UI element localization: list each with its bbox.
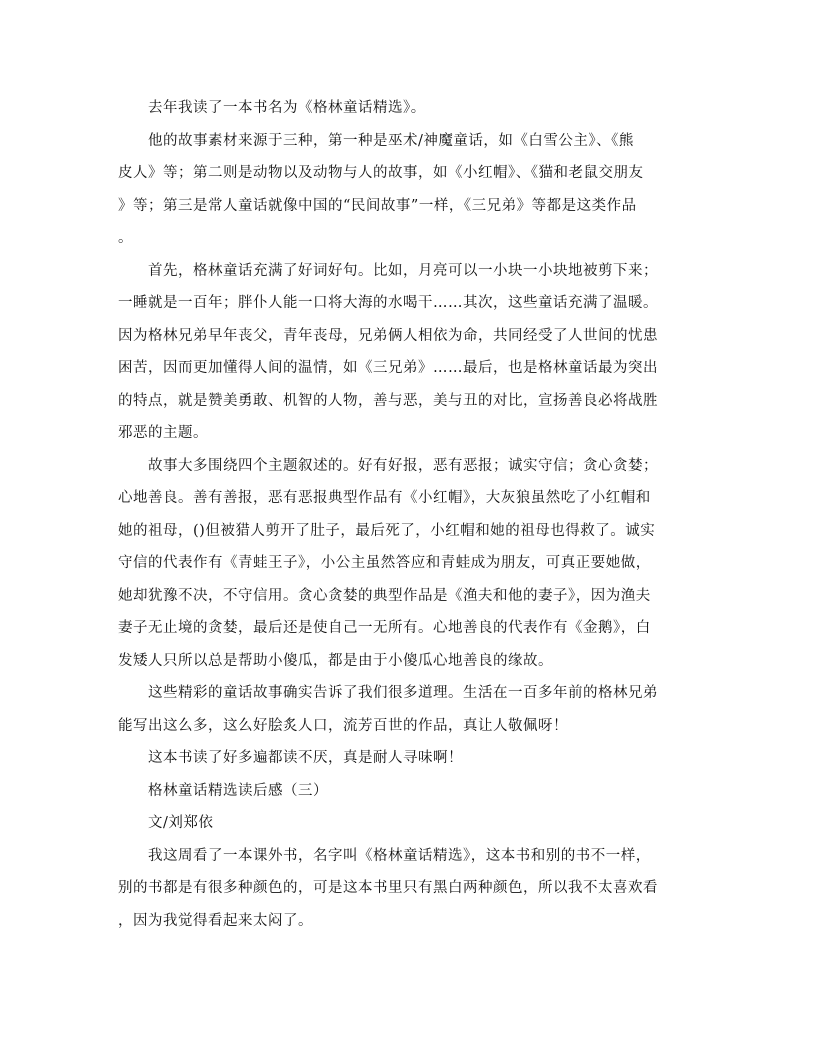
section-title: 格林童话精选读后感（三） [148, 782, 328, 799]
paragraph-lessons-line-1: 这些精彩的童话故事确实告诉了我们很多道理。生活在一百多年前的格林兄弟 [148, 685, 658, 701]
paragraph-themes-line-5: 她却犹豫不决，不守信用。贪心贪婪的典型作品是《渔夫和他的妻子》，因为渔夫 [118, 587, 651, 604]
paragraph-features-line-3: 因为格林兄弟早年丧父，青年丧母，兄弟俩人相依为命，共同经受了人世间的忧患 [118, 327, 658, 344]
paragraph-sources-line-2: 皮人》等；第二则是动物以及动物与人的故事，如《小红帽》、《猫和老鼠交朋友 [118, 165, 644, 181]
paragraph-themes-line-4: 守信的代表作有《青蛙王子》，小公主虽然答应和青蛙成为朋友，可真正要她做， [118, 555, 651, 571]
paragraph-features-line-4: 困苦，因而更加懂得人间的温情，如《三兄弟》……最后，也是格林童话最为突出 [118, 360, 658, 376]
paragraph-features-line-5: 的特点，就是赞美勇敢、机智的人物，善与恶，美与丑的对比，宣扬善良必将战胜 [118, 392, 658, 409]
paragraph-sources-line-4: 。 [118, 230, 133, 246]
paragraph-themes-line-6: 妻子无止境的贪婪，最后还是使自己一无所有。心地善良的代表作有《金鹅》，白 [118, 620, 651, 636]
paragraph-features-line-1: 首先，格林童话充满了好词好句。比如，月亮可以一小块一小块地被剪下来； [148, 262, 658, 279]
section-author: 文/刘郑依 [148, 815, 214, 831]
paragraph-second-review-line-1: 我这周看了一本课外书，名字叫《格林童话精选》，这本书和别的书不一样， [148, 847, 651, 864]
document-body [118, 92, 696, 937]
paragraph-themes-line-2: 心地善良。善有善报，恶有恶报典型作品有《小红帽》，大灰狼虽然吃了小红帽和 [118, 490, 651, 506]
paragraph-features-line-2: 一睡就是一百年；胖仆人能一口将大海的水喝干……其次，这些童话充满了温暖。 [118, 295, 658, 311]
paragraph-themes-line-1: 故事大多围绕四个主题叙述的。好有好报，恶有恶报；诚实守信；贪心贪婪； [148, 457, 658, 474]
paragraph-conclusion: 这本书读了好多遍都读不厌，真是耐人寻味啊！ [148, 750, 463, 766]
paragraph-themes-line-7: 发矮人只所以总是帮助小傻瓜，都是由于小傻瓜心地善良的缘故。 [118, 652, 553, 669]
paragraph-sources-line-3: 》等；第三是常人童话就像中国的“民间故事”一样，《三兄弟》等都是这类作品 [118, 197, 637, 214]
paragraph-second-review-line-2: 别的书都是有很多种颜色的，可是这本书里只有黑白两种颜色，所以我不太喜欢看 [118, 880, 658, 896]
paragraph-features-line-6: 邪恶的主题。 [118, 425, 208, 441]
paragraph-second-review-line-3: ，因为我觉得看起来太闷了。 [118, 912, 313, 929]
paragraph-lessons-line-2: 能写出这么多，这么好脍炙人口，流芳百世的作品，真让人敬佩呀！ [118, 717, 568, 734]
paragraph-intro: 去年我读了一本书名为《格林童话精选》。 [148, 100, 426, 116]
paragraph-themes-line-3: 她的祖母，()但被猎人剪开了肚子，最后死了，小红帽和她的祖母也得救了。诚实 [118, 522, 656, 539]
paragraph-sources-line-1: 他的故事素材来源于三种，第一种是巫术/神魔童话，如《白雪公主》、《熊 [148, 132, 634, 149]
